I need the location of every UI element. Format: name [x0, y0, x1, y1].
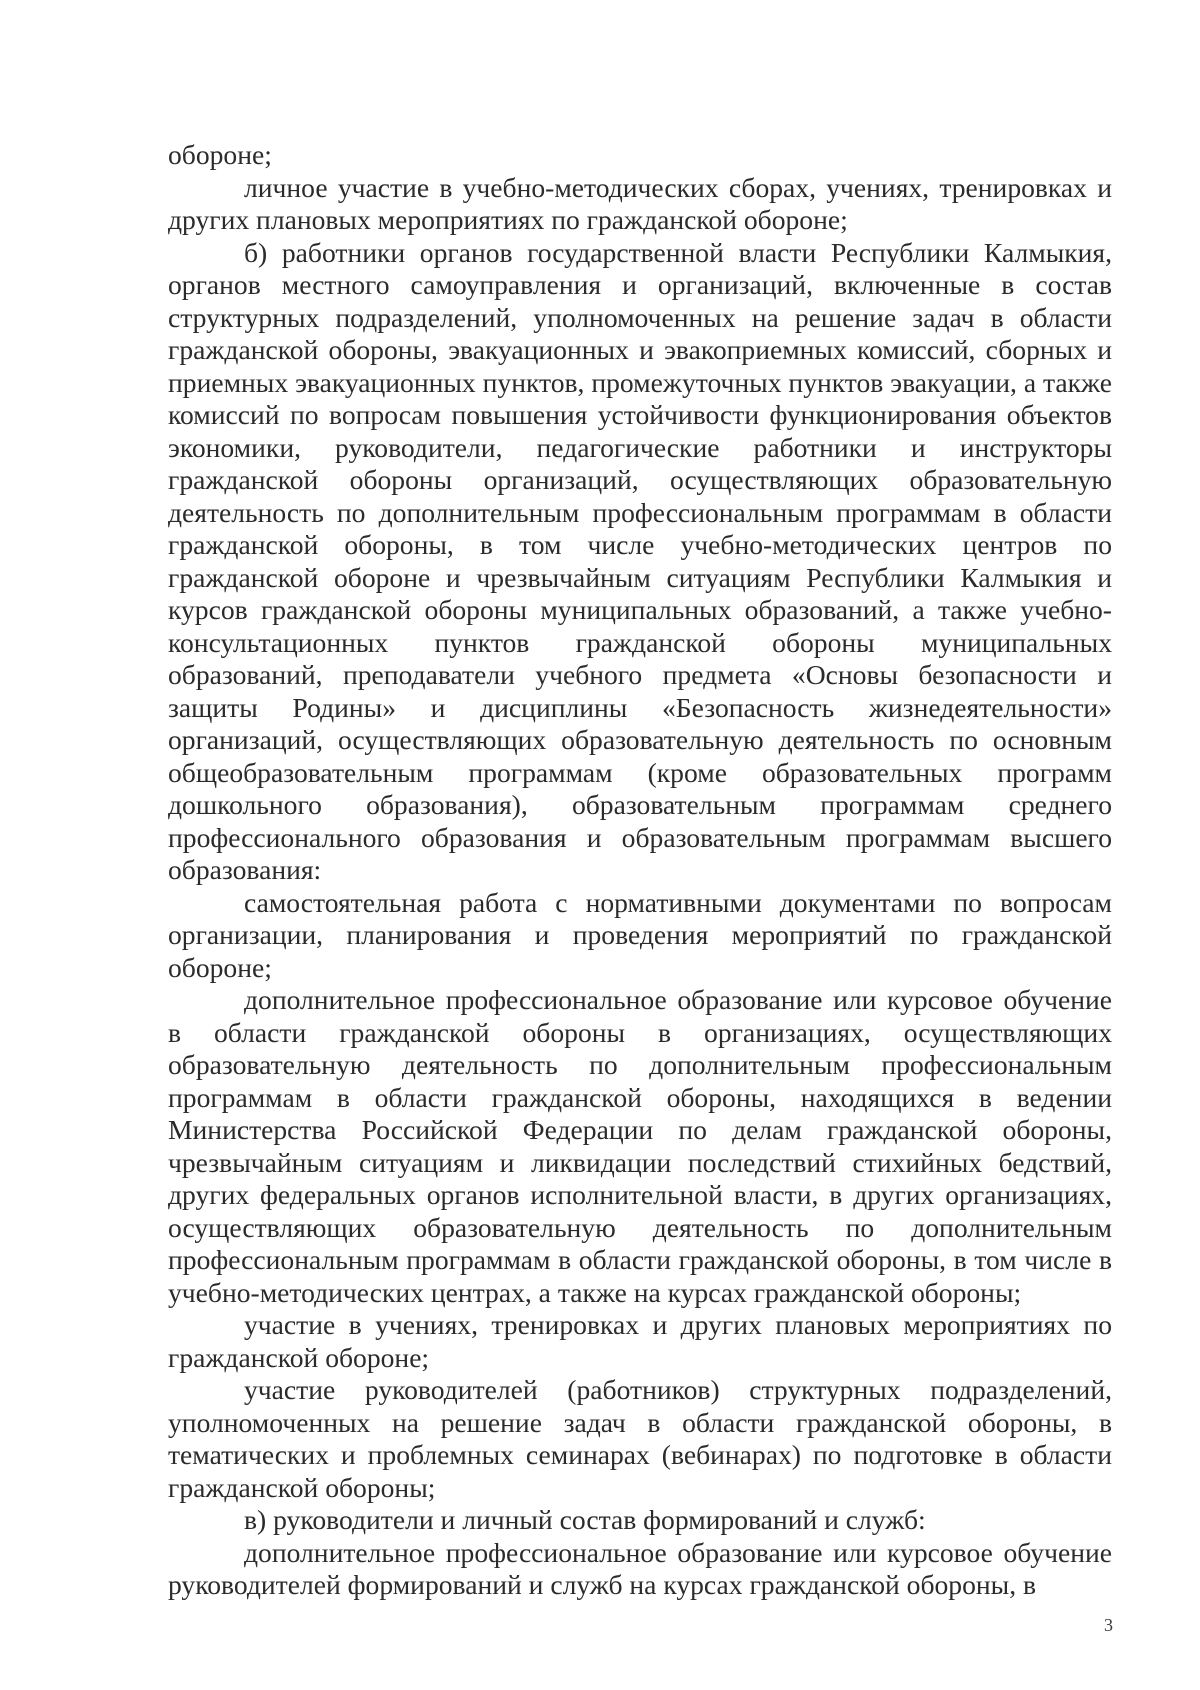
paragraph-self-study: самостоятельная работа с нормативными документами по вопросам организации, планирования и проведения мероприятий по гражданской обороне;	[168, 886, 1112, 983]
paragraph-leaders-education: дополнительное профессиональное образование или курсовое обучение руководителей формирований и служб на курсах гражданской обороны, в	[168, 1536, 1112, 1600]
paragraph-exercises: участие в учениях, тренировках и других плановых мероприятиях по гражданской обороне;	[168, 1309, 1112, 1373]
page-number: 3	[1104, 1615, 1113, 1635]
paragraph-item-b: б) работники органов государственной власти Республики Калмыкия, органов местного самоуправления и организаций, включенные в состав структурных подразделений, уполномоченных на решение задач в области гражданской обороны, эвакуационных и эвакоприемных комиссий, сборных и приемных эвакуационных пунктов, промежуточных пунктов эвакуации, а также комиссий по вопросам повышения устойчивости функционирования объектов экономики, руководители, педагогические работники и инструкторы гражданской обороны организаций, осуществляющих образовательную деятельность по дополнительным профессиональным программам в области гражданской обороны, в том числе учебно-методических центров по гражданской обороне и чрезвычайным ситуациям Республики Калмыкия и курсов гражданской обороны муниципальных образований, а также учебно-консультационных пунктов гражданской обороны муниципальных образований, преподаватели учебного предмета «Основы безопасности и защиты Родины» и дисциплины «Безопасность жизнедеятельности» организаций, осуществляющих образовательную деятельность по основным общеобразовательным программам (кроме образовательных программ дошкольного образования), образовательным программам среднего профессионального образования и образовательным программам высшего образования:	[168, 236, 1112, 885]
paragraph-personal-participation: личное участие в учебно-методических сборах, учениях, тренировках и других плановых мероприятиях по гражданской обороне;	[168, 171, 1112, 235]
document-body	[168, 139, 1112, 1602]
paragraph-continuation: обороне;	[168, 139, 272, 170]
paragraph-seminars: участие руководителей (работников) структурных подразделений, уполномоченных на решение задач в области гражданской обороны, в тематических и проблемных семинарах (вебинарах) по подготовке в области гражданской обороны;	[168, 1374, 1112, 1503]
paragraph-additional-education: дополнительное профессиональное образование или курсовое обучение в области гражданской обороны в организациях, осуществляющих образовательную деятельность по дополнительным профессиональным программам в области гражданской обороны, находящихся в ведении Министерства Российской Федерации по делам гражданской обороны, чрезвычайным ситуациям и ликвидации последствий стихийных бедствий, других федеральных органов исполнительной власти, в других организациях, осуществляющих образовательную деятельность по дополнительным профессиональным программам в области гражданской обороны, в том числе в учебно-методических центрах, а также на курсах гражданской обороны;	[168, 984, 1112, 1308]
paragraph-item-v: в) руководители и личный состав формирований и служб:	[244, 1504, 926, 1535]
